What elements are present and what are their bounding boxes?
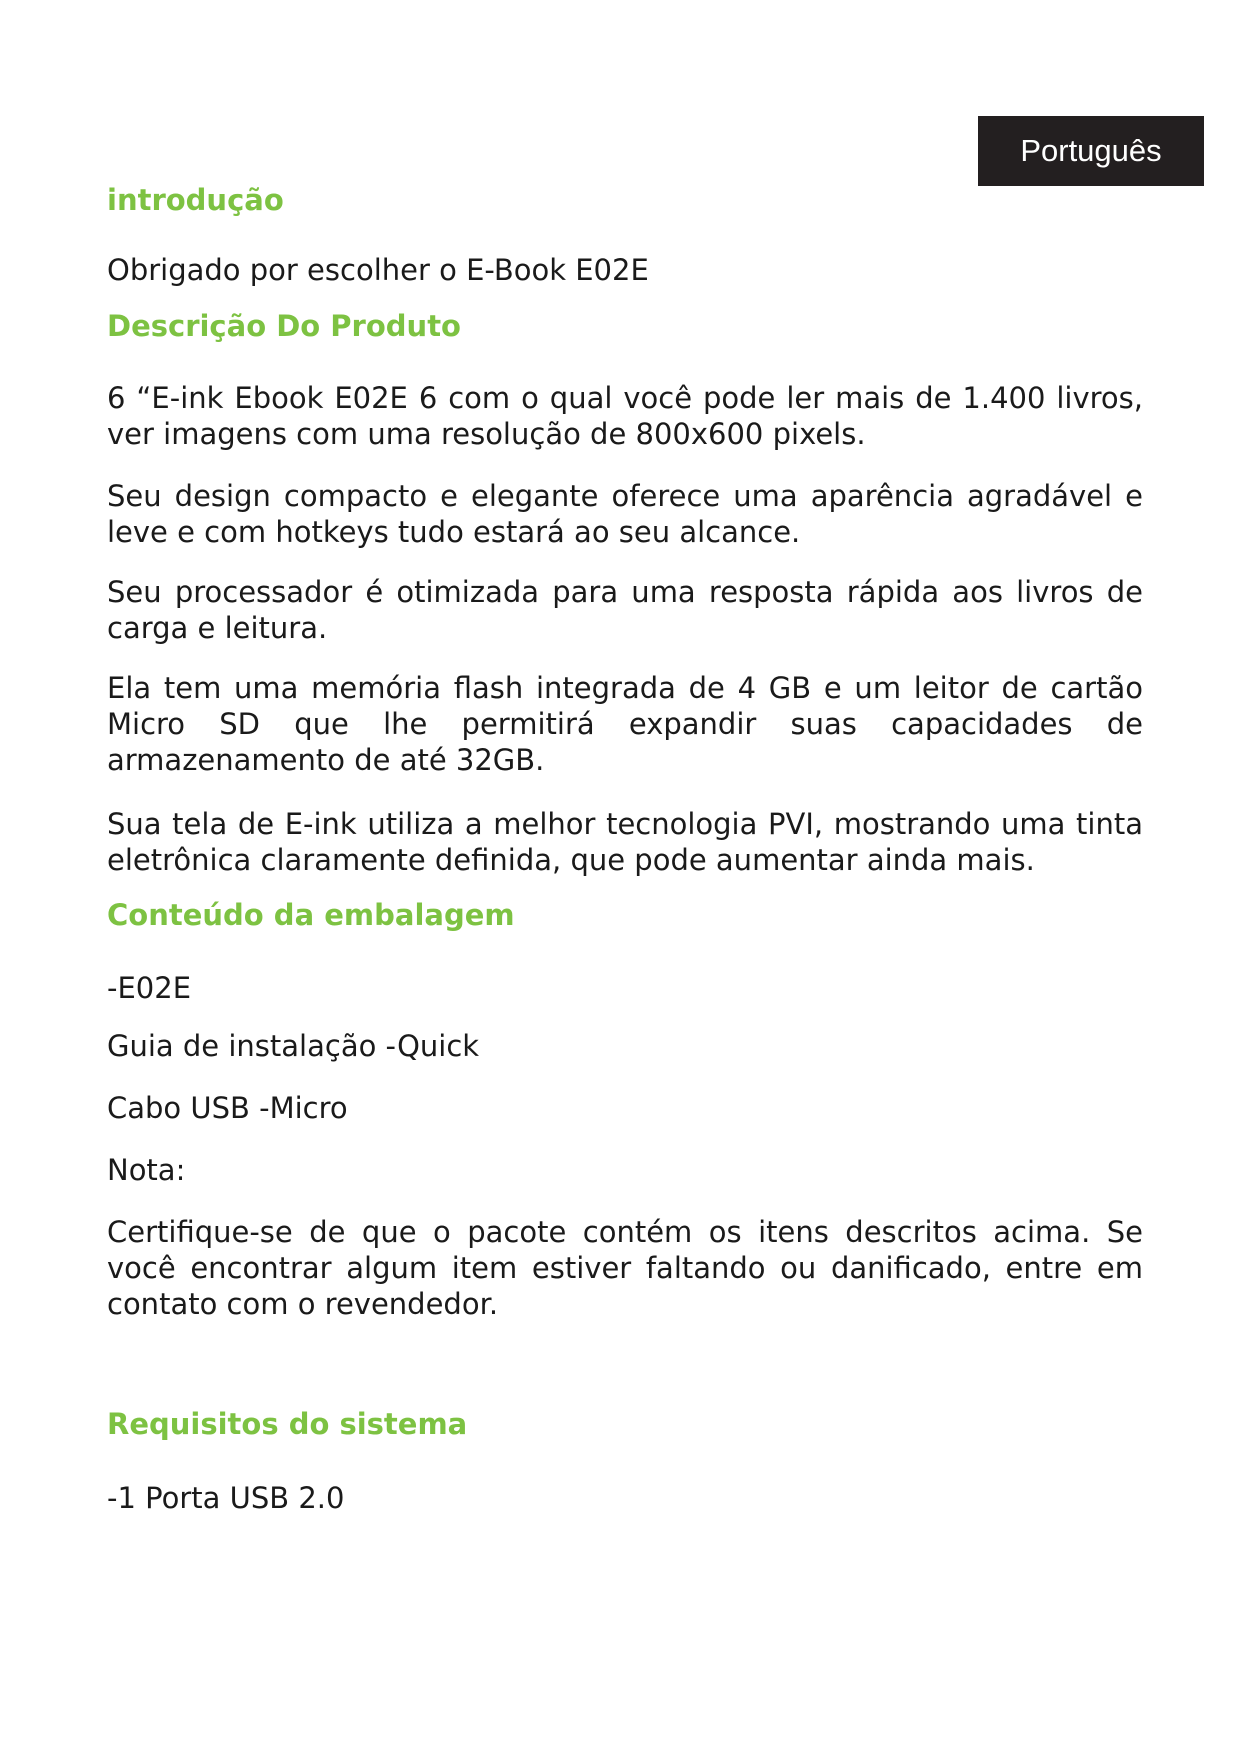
package-item: -E02E xyxy=(107,971,192,1005)
intro-heading: introdução xyxy=(107,183,284,217)
package-item: Cabo USB -Micro xyxy=(107,1091,348,1125)
description-heading: Descrição Do Produto xyxy=(107,309,461,343)
description-paragraph: Seu design compacto e elegante oferece uma aparência agradável e leve e com hotkeys tudo estará ao seu alcance. xyxy=(107,479,1143,549)
description-paragraph: Sua tela de E-ink utiliza a melhor tecnologia PVI, mostrando uma tinta eletrônica claramente definida, que pode aumentar ainda mais. xyxy=(107,807,1143,877)
package-heading: Conteúdo da embalagem xyxy=(107,898,515,932)
description-paragraph: Ela tem uma memória flash integrada de 4 GB e um leitor de cartão Micro SD que lhe permitirá expandir suas capacidades de armazenamento de até 32GB. xyxy=(107,671,1143,777)
language-badge: Português xyxy=(978,116,1204,186)
requirements-heading: Requisitos do sistema xyxy=(107,1407,468,1441)
description-paragraph: Seu processador é otimizada para uma resposta rápida aos livros de carga e leitura. xyxy=(107,575,1143,645)
note-text: Certifique-se de que o pacote contém os itens descritos acima. Se você encontrar algum item estiver faltando ou danificado, entre em contato com o revendedor. xyxy=(107,1215,1143,1321)
note-label: Nota: xyxy=(107,1153,186,1187)
intro-text: Obrigado por escolher o E-Book E02E xyxy=(107,253,649,287)
requirements-item: -1 Porta USB 2.0 xyxy=(107,1481,345,1515)
package-item: Guia de instalação -Quick xyxy=(107,1029,480,1063)
description-paragraph: 6 “E-ink Ebook E02E 6 com o qual você pode ler mais de 1.400 livros, ver imagens com uma resolução de 800x600 pixels. xyxy=(107,381,1143,451)
